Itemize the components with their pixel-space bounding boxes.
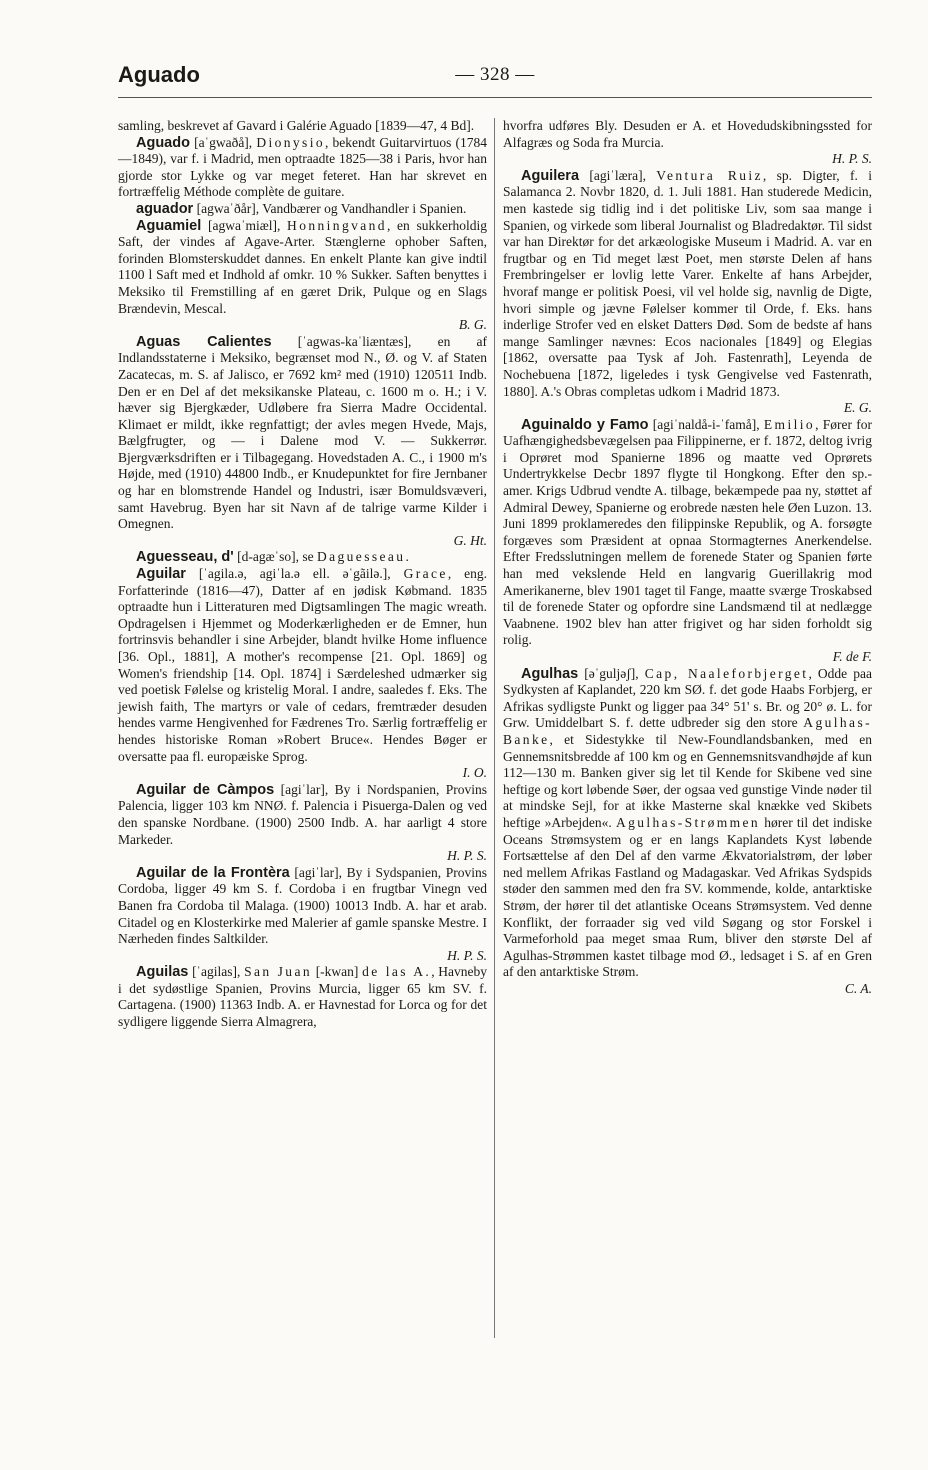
running-head: Aguado xyxy=(118,62,200,87)
author-signature: E. G. xyxy=(843,400,872,416)
headword: Agulhas xyxy=(521,665,579,682)
entry-aguilar-de-la-frontera: Aguilar de la Frontèra [agiˈlar], By i Sydspanien, Provins Cordoba, ligger 49 km S. f. Cordoba i en frugtbar Vinegn ved Banen fra Cordoba til Malaga. (1900) 10013 Indb. A. har et arab. Citadel og en Klosterkirke med Malerier af gamle spanske Mestre. I Nærheden findes Saltkilder. H. P. S. xyxy=(118,864,487,963)
headword: Aguilar xyxy=(136,566,186,583)
entry-aguilar: Aguilar [ˈagila.ə, agiˈla.ə ell. əˈgãilə.], Grace, eng. Forfatterinde (1816—47), Datter af en jødisk Købmand. 1835 optraadte hun i Litteraturen med Digtsamlingen The magic wreath. Opdragelsen i Hjemmet og Moderkærligheden er de Emner, hun fortrinsvis behandler i sine Arbejder, blandt hvilke Home influence [36. Opl., 1881], A mother's recompense [21. Opl. 1869] og Women's friendship [14. Opl. 1874] i Særdeleshed udmærker sig ved poetisk Følelse og kristelig Moral. I andre, saaledes f. Eks. The jewish faith, The martyrs or vale of cedars, fremtræder desuden hendes varme Hengivenhed for Fædrenes Tro. Særlig fortræffelig er hendes historiske Roman »Robert Bruce«. Hendes Bøger er oversatte paa fl. europæiske Sprog. I. O. xyxy=(118,566,487,781)
entry-aguilas: Aguilas [ˈagilas], San Juan [-kwan] de las A., Havneby i det sydøstlige Spanien, Provins Murcia, ligger 65 km SV. f. Cartagena. (1900) 11363 Indb. A. er Havnestad for Lorca og for det sydligere liggende Sierra Almagrera, xyxy=(118,964,487,1030)
headword: aguador xyxy=(136,200,194,217)
author-signature: H. P. S. xyxy=(447,848,487,864)
entry-aguamiel: Aguamiel [agwaˈmiæl], Honningvand, en sukkerholdig Saft, der vindes af Agave-Arter. Stænglerne ophober Saften, forinden Blomsterskuddet dannes. En enkelt Plante kan give indtil 1100 l Saft med et Indhold af omkr. 10 % Sukker. Saften benyttes i Meksiko til Fremstilling af en gæret Drik, Pulque og en Slags Brændevin, Mescal. B. G. xyxy=(118,217,487,333)
author-signature: C. A. xyxy=(844,980,872,996)
entry-aguinaldo: Aguinaldo y Famo [agiˈnaldå-i-ˈfamå], Emilio, Fører for Uafhængighedsbevægelsen paa Filippinerne, er f. 1872, deltog ivrig i Oprøret mod Spanierne 1896 og maatte ved Oprørets Undertrykkelse Decbr 1897 flygte til Hongkong. Efter den sp.-amer. Krigs Udbrud vendte A. tilbage, bekæmpede paa ny, støttet af Admiral Dewey, Spanierne og erobrede næsten hele Øen Luzon. 13. Juni 1899 proklameredes den filippinske Republik, og A. forsøgte forgæves som Præsident at opnaa Stormagternes Anerkendelse. Efter Fredsslutningen mellem de forenede Stater og Spanien førte han med vekslende Held en langvarig Guerillakrig mod Amerikanerne, blev 1901 taget til Fange, maatte sværge Troskabsed til de forenede Stater og opfordre sine Landsmænd til at nedlægge Vaabnene. 1902 blev han atter frigivet og har siden forholdt sig rolig. F. de F. xyxy=(503,416,873,664)
right-column xyxy=(503,118,872,997)
headword: Aguilera xyxy=(521,167,580,184)
entry-aguilar-de-campos: Aguilar de Càmpos [agiˈlar], By i Nordspanien, Provins Palencia, ligger 103 km NNØ. f. Palencia i Pisuerga-Dalen og ved den spanske Nordbane. (1900) 2500 Indb. A. har aarligt 4 store Markeder. H. P. S. xyxy=(118,781,487,864)
author-signature: H. P. S. xyxy=(447,947,487,963)
column-divider xyxy=(494,118,495,1338)
entry-aguesseau: Aguesseau, d' [d-agæˈso], se Daguesseau. xyxy=(136,549,409,566)
page-header xyxy=(118,62,872,92)
entry-continuation: hvorfra udføres Bly. Desuden er A. et Hovedudskibningssted for Alfagræs og Soda fra Murcia. H. P. S. xyxy=(503,118,872,167)
headword: Aguamiel xyxy=(136,217,202,234)
entry-aguas-calientes: Aguas Calientes [ˈagwas-kaˈliæntæs], en af Indlandsstaterne i Meksiko, begrænset mod N., Ø. og V. af Staten Zacatecas, m. S. af Jalisco, er 7692 km² med (1910) 120511 Indb. Den er en Del af det meksikanske Plateau, c. 1600 m o. H.; i V. hæver sig Bjergkæder, Udløbere fra Sierra Madre Occidental. Klimaet er mildt, ikke regnfattigt; der avles megen Hvede, Majs, Bælgfrugter, og — i Dalene mod V. — Sukkerrør. Bjergværksdriften er i Tilbagegang. Hovedstaden A. C., i 1900 m's Højde, med (1910) 44800 Indb., er Knudepunktet for fire Jernbaner og har en blomstrende Handel og Industri, især Bomuldsvæveri, samt Havebrug. Byen har sit Navn af de talrige varme Kilder i Omegnen. G. Ht. xyxy=(118,333,487,548)
author-signature: G. Ht. xyxy=(453,532,487,548)
entry-agulhas: Agulhas [əˈguljəʃ], Cap, Naaleforbjerget, Odde paa Sydkysten af Kaplandet, 220 km SØ. f. det gode Haabs Forbjerg, er Afrikas sydligste Punkt og ligger paa 34° 51' s. Br. og 20° ø. L. for Grw. Umiddelbart S. f. dette udbreder sig den store Agulhas-Banke, et Sidestykke til New-Foundlandsbanken, med en Gennemsnitsbredde af 100 km og en Gennemsnitsvandhøjde af kun 112—130 m. Banken giver sig let til Kende for Skibene ved sine heftige og kort løbende Søer, der ogsaa ved gunstige Vinde nøder til at mindske Sejl, for at ikke Masterne skal knække ved Skibets heftige »Arbejden«. Agulhas-Strømmen hører til det indiske Oceans Strømsystem og er en langs Kaplandets Kyst løbende Fortsættelse af den Del af den varme Ækvatorialstrøm, der løber ned mellem Afrikas Fastland og Madagaskar. Ved Afrikas Sydspids støder den sammen med den fra SV. kommende, kolde, antarktiske Strøm, der hører til det atlantiske Oceans Strømsystem. Ved denne Konflikt, der forraader sig ved vild Søgang og stor Forskel i Varmeforhold paa meget smaa Rum, bliver den største Del af Agulhas-Strømmen kastet tilbage mod Ø., ledsaget i S. af en Gren af den antarktiske Strøm. C. A. xyxy=(503,665,873,996)
author-signature: F. de F. xyxy=(832,649,872,664)
headword: Aguado xyxy=(136,134,190,151)
entry-aguado: Aguado [aˈgwaðå], Dionysio, bekendt Guitarvirtuos (1784—1849), var f. i Madrid, men optraadte 1825—38 i Paris, hvor han gjorde stor Lykke og var meget feteret. Han har skrevet en fortræffelig Méthode complète de guitare. xyxy=(118,134,487,200)
headword: Aguilar de la Frontèra xyxy=(136,864,290,881)
author-signature: H. P. S. xyxy=(832,151,872,167)
headword: Aguesseau, d' xyxy=(136,549,234,566)
headword: Aguilas xyxy=(136,964,189,981)
left-column xyxy=(118,118,487,1031)
headword: Aguas Calientes xyxy=(136,333,272,350)
entry-aguilera: Aguilera [agiˈlæra], Ventura Ruiz, sp. Digter, f. i Salamanca 2. Novbr 1820, d. 1. Juli 1881. Han studerede Medicin, men kastede sig tidlig ind i det politiske Liv, som saa mange i Spanien, og virkede som liberal Journalist og Bladredaktør. Til sidst var han Direktør for det arkæologiske Museum i Madrid. A. var en frugtbar og en Tid meget læst Poet, men største Delen af hans Frembringelser er lovlig lette Varer. Enkelte af hans Arbejder, hvoraf mange er politisk Poesi, vil vel holde sig, navnlig de Digte, hvori simple og jævne Følelser kommer til Orde, f. Eks. hans inderlige Strofer ved en elsket Datters Død. Som de bedste af hans mange Samlinger nævnes: Ecos nacionales [1849] og Elegias [1862, oversatte paa Tysk af Joh. Fastenrath], Leyenda de Nochebuena [1872, ligeledes i tysk Gengivelse ved Fastenrath, 1880]. A.'s Obras completas udkom i Madrid 1873. E. G. xyxy=(503,167,872,416)
author-signature: I. O. xyxy=(462,765,487,781)
cross-reference: Daguesseau xyxy=(316,549,406,565)
entry-aguador: aguador [agwaˈðår], Vandbærer og Vandhandler i Spanien. xyxy=(136,200,467,217)
headword: Aguilar de Càmpos xyxy=(136,781,275,798)
author-signature: B. G. xyxy=(458,317,487,333)
entry-continuation: samling, beskrevet af Gavard i Galérie Aguado [1839—47, 4 Bd]. xyxy=(118,118,475,133)
headword: Aguinaldo y Famo xyxy=(521,416,649,433)
header-rule xyxy=(118,97,872,98)
page-number: — 328 — xyxy=(455,64,535,85)
